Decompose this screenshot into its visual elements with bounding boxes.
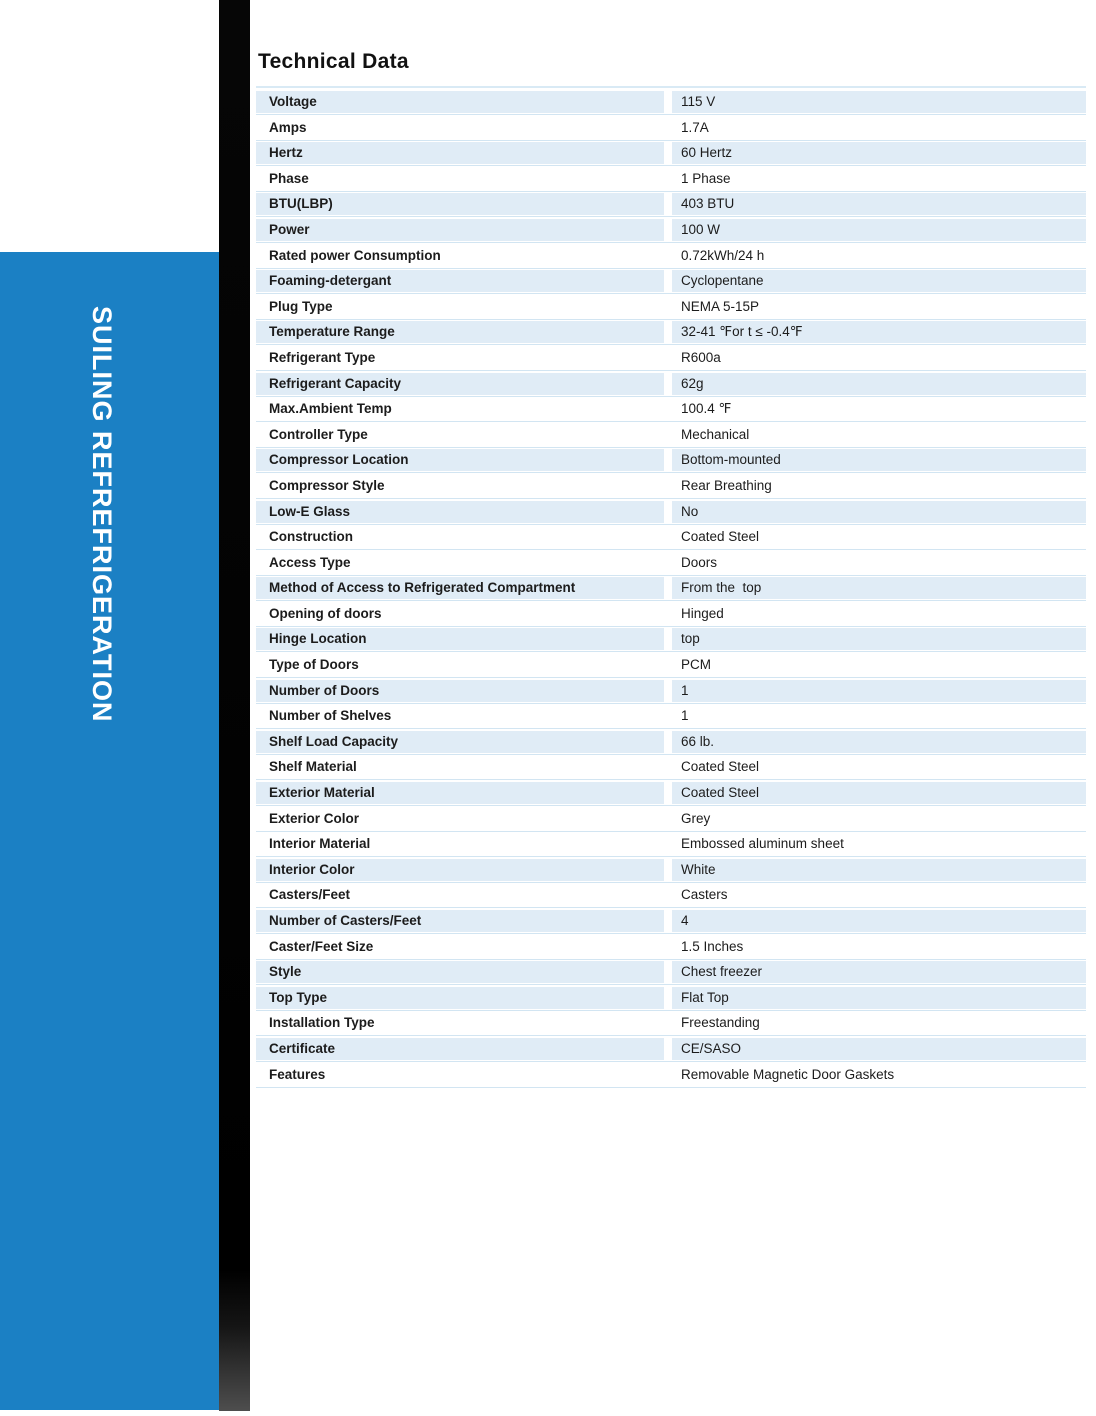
technical-data-section [256, 50, 1086, 1089]
column-gap [664, 961, 672, 983]
table-row [256, 731, 1086, 757]
spec-label: Refrigerant Capacity [256, 373, 664, 395]
column-gap [664, 705, 672, 727]
table-row [256, 552, 1086, 578]
column-gap [664, 782, 672, 804]
table-row [256, 117, 1086, 143]
brand-vertical-text: SUILING REFREFRIGERATION [87, 306, 117, 723]
column-gap [664, 296, 672, 318]
table-row [256, 782, 1086, 808]
table-row [256, 936, 1086, 962]
table-row [256, 1064, 1086, 1090]
table-row [256, 628, 1086, 654]
table-row [256, 373, 1086, 399]
column-gap [664, 270, 672, 292]
spec-label: Low-E Glass [256, 501, 664, 523]
spec-value: 115 V [672, 91, 1086, 113]
spec-label: Foaming-detergant [256, 270, 664, 292]
column-gap [664, 245, 672, 267]
column-gap [664, 117, 672, 139]
spec-label: Max.Ambient Temp [269, 401, 392, 417]
column-gap [664, 321, 672, 343]
column-gap [664, 142, 672, 164]
spec-value: Coated Steel [672, 782, 1086, 804]
table-row [256, 270, 1086, 296]
spec-value: From the top [672, 577, 1086, 599]
column-gap [664, 808, 672, 830]
spec-label: Type of Doors [269, 657, 359, 673]
table-row [256, 680, 1086, 706]
spec-value: 1.5 Inches [681, 938, 744, 954]
column-gap [664, 884, 672, 906]
table-row [256, 219, 1086, 245]
spec-label: BTU(LBP) [256, 193, 664, 215]
table-row [256, 424, 1086, 450]
spec-value: Coated Steel [681, 529, 760, 545]
spec-value: 66 lb. [672, 731, 1086, 753]
spec-value: 1.7A [681, 119, 709, 135]
spec-value: PCM [681, 657, 711, 673]
spec-value: top [672, 628, 1086, 650]
column-gap [664, 1038, 672, 1060]
column-gap [664, 654, 672, 676]
column-gap [664, 1064, 672, 1086]
column-gap [664, 449, 672, 471]
spec-label: Exterior Material [256, 782, 664, 804]
spec-label: Method of Access to Refrigerated Compartment [256, 577, 664, 599]
spec-value: Cyclopentane [672, 270, 1086, 292]
column-gap [664, 91, 672, 113]
spec-label: Construction [269, 529, 353, 545]
spec-value: Removable Magnetic Door Gaskets [681, 1066, 895, 1082]
spec-value: Hinged [681, 605, 724, 621]
spec-value: R600a [681, 349, 721, 365]
table-row [256, 193, 1086, 219]
spec-label: Casters/Feet [269, 887, 351, 903]
table-row [256, 654, 1086, 680]
column-gap [664, 219, 672, 241]
table-row [256, 245, 1086, 271]
table-row [256, 859, 1086, 885]
table-row [256, 347, 1086, 373]
spec-value: No [672, 501, 1086, 523]
column-gap [664, 628, 672, 650]
spec-value: 60 Hertz [672, 142, 1086, 164]
spec-label: Features [269, 1066, 326, 1082]
table-row [256, 398, 1086, 424]
spec-label: Top Type [256, 987, 664, 1009]
spec-value: Mechanical [681, 426, 750, 442]
table-row [256, 603, 1086, 629]
table-row [256, 168, 1086, 194]
column-gap [664, 680, 672, 702]
spec-label: Refrigerant Type [269, 349, 376, 365]
spec-value: 4 [672, 910, 1086, 932]
spec-value: 62g [672, 373, 1086, 395]
spec-label: Number of Doors [256, 680, 664, 702]
table-row [256, 961, 1086, 987]
spec-value: 403 BTU [672, 193, 1086, 215]
column-gap [664, 526, 672, 548]
spec-value: Doors [681, 554, 718, 570]
spec-value: Casters [681, 887, 728, 903]
table-row [256, 449, 1086, 475]
spec-value: Freestanding [681, 1015, 760, 1031]
brand-sidebar [0, 252, 219, 1410]
spec-label: Power [256, 219, 664, 241]
column-gap [664, 475, 672, 497]
spec-value: 100 W [672, 219, 1086, 241]
column-gap [664, 731, 672, 753]
spec-value: 0.72kWh/24 h [681, 247, 765, 263]
spec-label: Hinge Location [256, 628, 664, 650]
spec-label: Phase [269, 170, 309, 186]
table-row [256, 756, 1086, 782]
spec-label: Controller Type [269, 426, 368, 442]
column-gap [664, 756, 672, 778]
spec-label: Rated power Consumption [269, 247, 441, 263]
column-gap [664, 398, 672, 420]
spec-label: Interior Color [256, 859, 664, 881]
column-gap [664, 833, 672, 855]
column-gap [664, 936, 672, 958]
table-row [256, 142, 1086, 168]
spec-value: Coated Steel [681, 759, 760, 775]
spec-label: Shelf Material [269, 759, 357, 775]
column-gap [664, 168, 672, 190]
spec-label: Installation Type [269, 1015, 375, 1031]
column-gap [664, 347, 672, 369]
spec-value: 32-41 ℉or t ≤ -0.4℉ [672, 321, 1086, 343]
spec-label: Number of Casters/Feet [256, 910, 664, 932]
page-title: Technical Data [258, 50, 409, 73]
spec-label: Number of Shelves [269, 708, 392, 724]
spec-label: Shelf Load Capacity [256, 731, 664, 753]
table-row [256, 526, 1086, 552]
spec-label: Opening of doors [269, 605, 382, 621]
spec-value: Grey [681, 810, 711, 826]
spec-label: Amps [269, 119, 307, 135]
table-row [256, 1038, 1086, 1064]
spec-label: Compressor Style [269, 477, 385, 493]
table-row [256, 884, 1086, 910]
column-gap [664, 552, 672, 574]
spec-label: Compressor Location [256, 449, 664, 471]
spec-value: Bottom-mounted [672, 449, 1086, 471]
column-gap [664, 910, 672, 932]
spec-value: Chest freezer [672, 961, 1086, 983]
column-gap [664, 373, 672, 395]
table-row [256, 91, 1086, 117]
column-gap [664, 859, 672, 881]
spec-label: Plug Type [269, 298, 333, 314]
table-row [256, 475, 1086, 501]
spec-label: Exterior Color [269, 810, 360, 826]
spec-label: Temperature Range [256, 321, 664, 343]
column-gap [664, 603, 672, 625]
column-gap [664, 424, 672, 446]
table-row [256, 1012, 1086, 1038]
spec-value: Embossed aluminum sheet [681, 836, 844, 852]
spec-label: Caster/Feet Size [269, 938, 374, 954]
black-divider-bar [219, 0, 250, 1411]
spec-value: Rear Breathing [681, 477, 772, 493]
spec-label: Style [256, 961, 664, 983]
table-row [256, 577, 1086, 603]
table-row [256, 808, 1086, 834]
spec-value: CE/SASO [672, 1038, 1086, 1060]
spec-value: Flat Top [672, 987, 1086, 1009]
spec-value: 1 Phase [681, 170, 731, 186]
spec-label: Hertz [256, 142, 664, 164]
table-row [256, 910, 1086, 936]
table-row [256, 321, 1086, 347]
spec-value: 1 [681, 708, 689, 724]
spec-value: 100.4 ℉ [681, 401, 732, 417]
column-gap [664, 577, 672, 599]
spec-label: Interior Material [269, 836, 371, 852]
table-row [256, 833, 1086, 859]
table-row [256, 705, 1086, 731]
column-gap [664, 987, 672, 1009]
spec-label: Voltage [256, 91, 664, 113]
table-row [256, 501, 1086, 527]
column-gap [664, 193, 672, 215]
spec-table [256, 86, 1086, 1089]
spec-label: Access Type [269, 554, 351, 570]
table-row [256, 987, 1086, 1013]
spec-value: NEMA 5-15P [681, 298, 760, 314]
spec-value: 1 [672, 680, 1086, 702]
table-row [256, 296, 1086, 322]
spec-value: White [672, 859, 1086, 881]
column-gap [664, 1012, 672, 1034]
column-gap [664, 501, 672, 523]
spec-label: Certificate [256, 1038, 664, 1060]
